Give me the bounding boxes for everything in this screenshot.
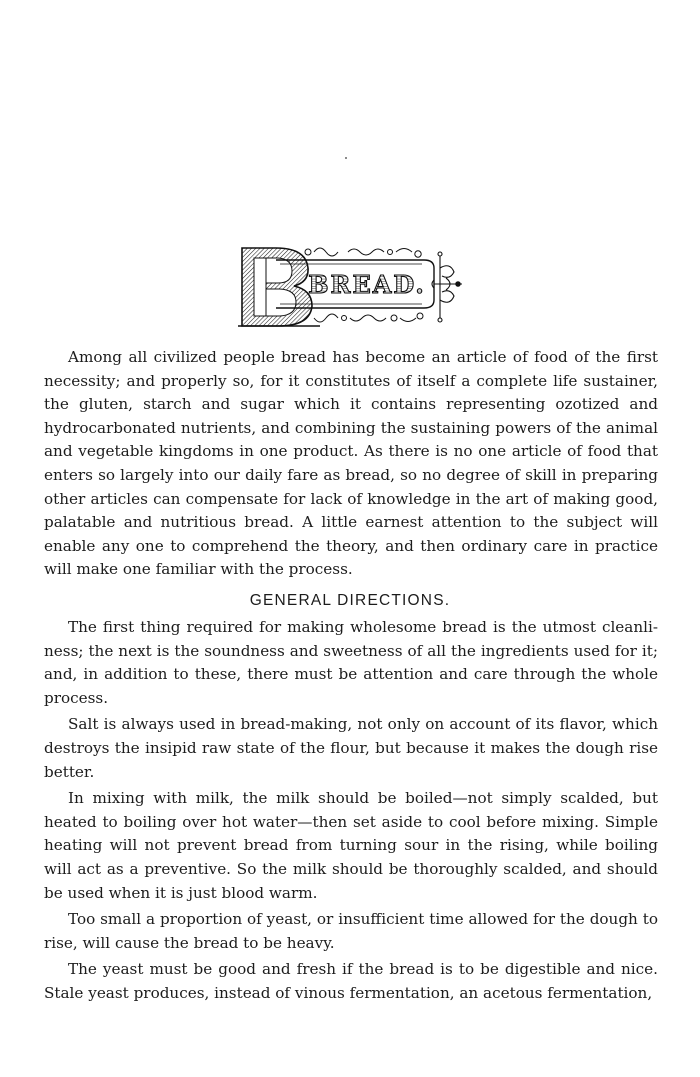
paragraph: In mixing with milk, the milk should be boiled—not simply scalded, but heated to boiling over hot water—then set aside to cool before mixing. Simple heating will not prevent bread from turning sour in the rising, while boiling will act as a preventive. So the milk should be thoroughly scalded, and should be used when it is just blood warm.: [44, 789, 658, 902]
ornamental-title-graphic: [236, 238, 466, 330]
title-text: BREAD.: [308, 270, 426, 299]
paragraph: The yeast must be good and fresh if the bread is to be digestible and nice. Stale yeast produces, instead of vinous fermentation, an acetous fermentation,: [44, 960, 658, 1002]
intro-section: [44, 346, 658, 582]
flourish-ornament: [432, 252, 462, 322]
section-heading: GENERAL DIRECTIONS.: [249, 592, 451, 609]
paragraph: The first thing required for making wholesome bread is the utmost cleanliness; the next is the soundness and sweetness of all the ingredients used for it; and, in addition to these, there must be attention and care through the whole process.: [44, 618, 658, 707]
paragraph: Salt is always used in bread-making, not only on account of its flavor, which destroys the insipid raw state of the flour, but because it makes the dough rise better.: [44, 715, 658, 781]
ornamental-title: [236, 238, 466, 330]
intro-paragraph: Among all civilized people bread has become an article of food of the first necessity; and properly so, for it constitutes of itself a complete life sustainer, the gluten, starch and sugar which it contains representing ozotized and hydrocarbonated nutrients, and combining the sustaining powers of the animal and vegetable kingdoms in one product. As there is no one article of food that enters so largely into our daily fare as bread, so no degree of skill in preparing other articles can compensate for lack of knowledge in the art of making good, palatable and nutritious bread. A little earnest attention to the subject will enable any one to comprehend the theory, and then ordinary care in practice will make one familiar with the process.: [44, 348, 658, 579]
directions-section: [44, 616, 658, 1009]
paragraph: Too small a proportion of yeast, or insufficient time allowed for the dough to rise, will cause the bread to be heavy.: [44, 910, 658, 952]
ink-speck: [345, 157, 347, 159]
title-lettering: [308, 270, 425, 299]
